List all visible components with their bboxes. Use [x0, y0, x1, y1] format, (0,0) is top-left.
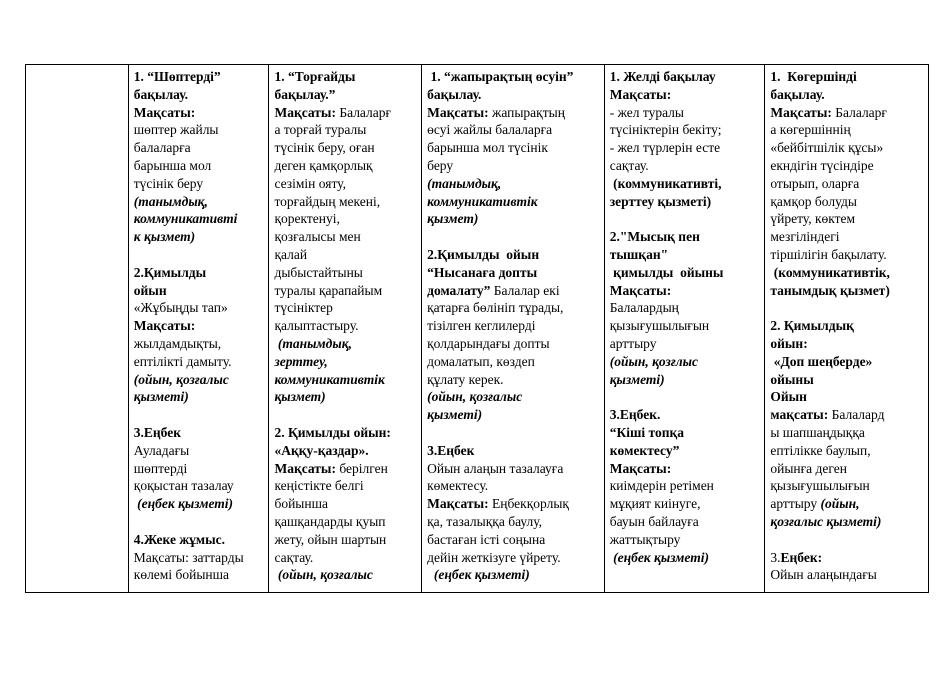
text-line: қоқыстан тазалау	[133, 478, 234, 494]
text-line: шөптер жайлы	[133, 122, 219, 138]
text-line: ойын	[133, 282, 167, 298]
text-line: 3.Еңбек	[133, 424, 182, 440]
text-line: қашқандарды қуып	[274, 513, 386, 529]
text-line: бақылау.”	[274, 86, 336, 102]
text-line: а көгершіннің	[770, 122, 851, 138]
text-line: бақылау.	[427, 86, 482, 102]
text-line: 1. “жапырақтың өсуін”	[427, 69, 574, 84]
text-line: қимылды ойыны	[609, 264, 724, 280]
text-line: бауын байлауға	[609, 513, 699, 529]
text-line: беру	[427, 157, 454, 173]
text-line: 2.Қимылды ойын	[427, 246, 540, 262]
text-line	[134, 406, 265, 424]
text-line: 1. “Торғайды	[274, 69, 356, 84]
empty-first-column	[26, 65, 129, 592]
text-line: бойынша	[274, 496, 328, 512]
text-line: қозғалыс қызметі)	[770, 513, 882, 529]
text-line: 2. Қимылдық	[770, 318, 854, 334]
text-line: қолдарындағы допты	[427, 335, 550, 351]
text-line: зерттеу қызметі)	[609, 193, 712, 209]
text-line: Мақсаты:	[609, 86, 672, 102]
text-line: қозғалысы мен	[274, 229, 361, 245]
text-line	[274, 406, 417, 424]
text-line: коммуникативтік	[427, 193, 538, 209]
text-line: домалату” Балалар екі	[427, 282, 560, 298]
text-line: танымдық қызмет)	[770, 282, 890, 298]
text-line: (еңбек қызметі)	[133, 496, 234, 512]
text-line: - жел туралы	[609, 104, 684, 120]
text-line: қызығушылығын	[770, 478, 870, 494]
text-line: 3.Еңбек	[427, 442, 475, 458]
text-line: к қызмет)	[133, 229, 196, 245]
text-line: Мақсаты: Балаларғ	[274, 104, 392, 120]
text-line: Балалардың	[609, 300, 679, 316]
text-line: “Нысанаға допты	[427, 264, 538, 280]
text-line: қа, тазалыққа баулу,	[427, 513, 543, 529]
text-line: дыбыстайтыны	[274, 264, 363, 280]
text-line: қызмет)	[427, 211, 479, 227]
text-line: коммуникативтік	[274, 371, 385, 387]
day-column-5	[765, 65, 928, 592]
text-line: (еңбек қызметі)	[609, 549, 709, 565]
text-line: (коммуникативті,	[609, 175, 722, 191]
text-line: ойынға деген	[770, 460, 847, 476]
text-line: ойыны	[770, 371, 814, 387]
plan-table	[25, 64, 929, 593]
text-line: сақтау.	[274, 549, 314, 565]
text-line: қызығушылығын	[609, 318, 710, 334]
text-line: шөптерді	[133, 460, 188, 476]
text-line: көлемі бойынша	[133, 567, 229, 583]
text-line: коммуникативті	[133, 211, 238, 227]
text-line: жылдамдықты,	[133, 335, 222, 351]
text-line: 1. “Шөптерді”	[133, 69, 221, 84]
text-line: бастаған істі соңына	[427, 531, 546, 547]
text-line: арттыру (ойын,	[770, 496, 860, 512]
text-line: түсініктерін бекіту;	[609, 122, 722, 138]
text-line: (ойын, қозғлыс	[609, 353, 699, 369]
text-line: 2.Қимылды	[133, 264, 207, 280]
text-line: арттыру	[609, 335, 657, 351]
text-line: (ойын, қозғалыс	[427, 389, 523, 405]
text-line: мұқият киінуге,	[609, 496, 701, 512]
text-line: бақылау.	[133, 86, 188, 102]
day-column-2	[269, 65, 422, 592]
text-line	[427, 424, 600, 442]
text-line: қоректенуі,	[274, 211, 340, 227]
text-line: тышқан"	[609, 246, 669, 262]
text-line: Мақсаты: жапырақтың	[427, 104, 565, 120]
text-line: туралы қарапайым	[274, 282, 383, 298]
text-line: балаларға	[133, 140, 191, 156]
text-line: мезгіліндегі	[770, 229, 840, 245]
text-line: «бейбітшілік құсы»	[770, 140, 884, 156]
text-line: үйрету, көктем	[770, 211, 856, 227]
text-line: сезімін ояту,	[274, 175, 346, 191]
text-line: Мақсаты: берілген	[274, 460, 388, 476]
text-line: 3.Еңбек.	[609, 407, 661, 423]
text-line: домалатып, көздеп	[427, 353, 535, 369]
text-line: қамқор болуды	[770, 193, 857, 209]
text-line: қызметі)	[427, 407, 483, 423]
text-line	[770, 299, 924, 317]
text-line: а торғай туралы	[274, 122, 367, 138]
text-line	[134, 246, 265, 264]
text-line	[770, 531, 924, 549]
text-line: “Кіші топқа	[609, 424, 685, 440]
text-line: Мақсаты:	[133, 104, 196, 120]
text-line: Мақсаты: Балаларғ	[770, 104, 887, 120]
text-line: ептілікті дамыту.	[133, 353, 232, 369]
text-line: 1. Көгершінді	[770, 69, 857, 84]
text-line: барынша мол түсінік	[427, 140, 548, 156]
text-line: Ойын алаңындағы	[770, 567, 877, 583]
text-line: (танымдық,	[427, 175, 502, 191]
text-line	[427, 228, 600, 246]
text-line: 2."Мысық пен	[609, 229, 700, 245]
text-line: мақсаты: Балалард	[770, 407, 885, 423]
text-line: тізілген кеглилерді	[427, 318, 536, 334]
text-line: түсінік беру, оған	[274, 140, 375, 156]
text-line: қатарға бөлініп тұрады,	[427, 300, 564, 316]
text-line: «Доп шеңберде»	[770, 353, 873, 369]
text-line: түсінік беру	[133, 175, 204, 191]
day-column-3	[422, 65, 605, 592]
text-line	[134, 513, 265, 531]
text-line: (ойын, қозғалыс	[133, 371, 229, 387]
text-line: жету, ойын шартын	[274, 531, 387, 547]
text-line: құлату керек.	[427, 371, 504, 387]
text-line: Мақсаты: Еңбекқорлық	[427, 496, 569, 512]
text-line: ы шапшаңдыққа	[770, 424, 865, 440]
text-line: Ойын	[770, 389, 807, 405]
text-line: қалыптастыру.	[274, 318, 359, 334]
text-line: торғайдың мекені,	[274, 193, 381, 209]
text-line: «Жұбыңды тап»	[133, 300, 228, 316]
text-line: (коммуникативтік,	[770, 264, 890, 280]
text-line: деген қамқорлық	[274, 157, 373, 173]
text-line: ептілікке баулып,	[770, 442, 871, 458]
text-line: дейін жеткізуге үйрету.	[427, 549, 561, 565]
text-line: бақылау.	[770, 86, 825, 102]
text-line: кеңістікте белгі	[274, 478, 364, 494]
text-line: (еңбек қызметі)	[427, 567, 530, 583]
text-line: - жел түрлерін есте	[609, 140, 721, 156]
text-line: «Аққу-қаздар».	[274, 442, 369, 458]
text-line: түсініктер	[274, 300, 333, 316]
text-line: көмектесу”	[609, 442, 680, 458]
text-line: (ойын, қозғалыс	[274, 567, 373, 583]
text-line: (танымдық,	[274, 335, 352, 351]
text-line: қалай	[274, 246, 308, 262]
text-line: ойын:	[770, 335, 808, 351]
text-line: отырып, оларға	[770, 175, 860, 191]
text-line: барынша мол	[133, 157, 212, 173]
text-line: екндігін түсіндіре	[770, 157, 874, 173]
text-line: 2. Қимылды ойын:	[274, 424, 391, 440]
text-line: көмектесу.	[427, 478, 489, 494]
text-line: қызметі)	[609, 371, 665, 387]
text-line: зерттеу,	[274, 353, 328, 369]
text-line: Мақсаты:	[609, 282, 672, 298]
text-line: қызмет)	[274, 389, 326, 405]
text-line: тіршілігін бақылату.	[770, 246, 887, 262]
text-line: Ауладағы	[133, 442, 190, 458]
text-line: киімдерін ретімен	[609, 478, 714, 494]
text-line	[610, 210, 761, 228]
text-line: Мақсаты:	[133, 318, 196, 334]
text-line: Мақсаты:	[609, 460, 672, 476]
day-column-4	[605, 65, 766, 592]
day-column-1	[129, 65, 270, 592]
text-line: сақтау.	[609, 157, 649, 173]
text-line: қызметі)	[133, 389, 189, 405]
text-line: Мақсаты: заттарды	[133, 549, 244, 565]
text-line	[610, 388, 761, 406]
text-line: өсуі жайлы балаларға	[427, 122, 553, 138]
text-line: 4.Жеке жұмыс.	[133, 531, 225, 547]
text-line: Ойын алаңын тазалауға	[427, 460, 564, 476]
text-line: (танымдық,	[133, 193, 208, 209]
text-line: 3.Еңбек:	[770, 549, 823, 565]
text-line: 1. Желді бақылау	[609, 69, 716, 84]
text-line: жаттықтыру	[609, 531, 681, 547]
